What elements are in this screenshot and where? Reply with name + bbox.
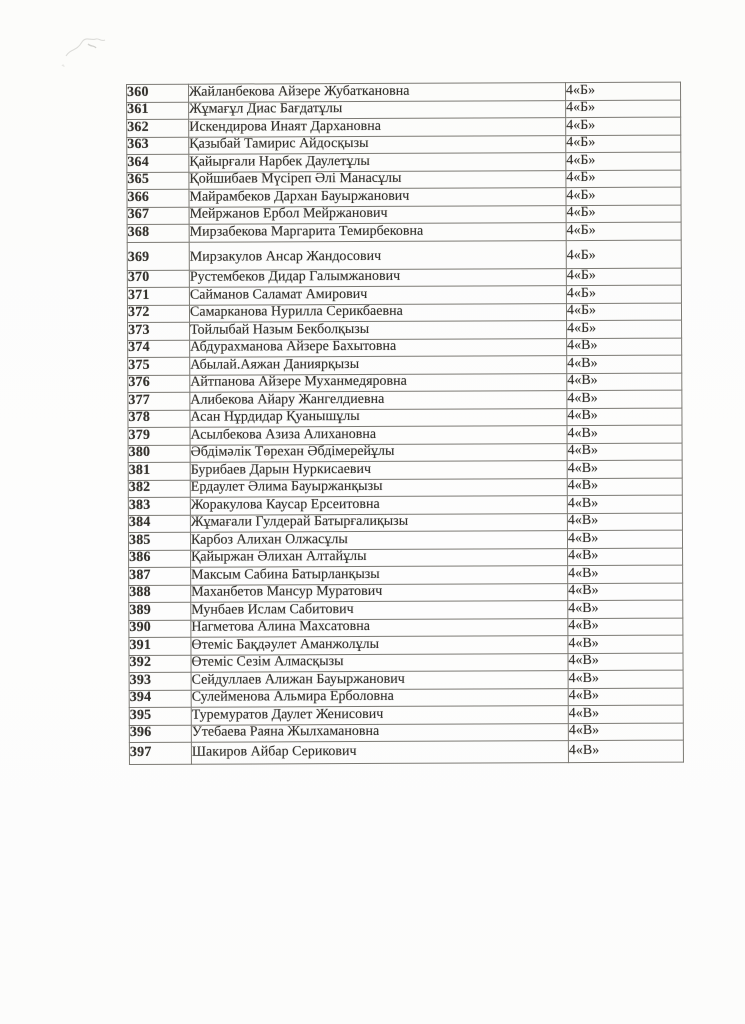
class-label-cell: 4«Б»: [566, 268, 681, 286]
row-number-cell: 389: [129, 602, 191, 620]
class-label-cell: 4«В»: [568, 670, 683, 688]
row-number-cell: 365: [127, 172, 189, 190]
row-number-cell: 379: [128, 427, 190, 445]
row-number-cell: 391: [129, 637, 191, 655]
row-number-cell: 390: [129, 620, 191, 638]
class-label-cell: 4«В»: [568, 583, 683, 601]
student-name-cell: Сейдуллаев Алижан Бауыржанович: [191, 671, 568, 690]
student-name-cell: Майрамбеков Дархан Бауыржанович: [189, 188, 566, 207]
student-name-cell: Самарканова Нурилла Серикбаевна: [189, 303, 566, 322]
row-number-cell: 360: [127, 84, 189, 102]
row-number-cell: 376: [128, 375, 190, 393]
row-number-cell: 368: [127, 224, 189, 242]
table-row: [129, 740, 683, 764]
student-name-cell: Туремуратов Даулет Женисович: [191, 706, 568, 725]
table-row: [127, 240, 681, 270]
class-label-cell: 4«Б»: [567, 320, 682, 338]
student-name-cell: Максым Сабина Батырланқызы: [191, 566, 568, 585]
student-name-cell: Нагметова Алина Махсатовна: [191, 618, 568, 637]
student-name-cell: Асан Нұрдидар Қуанышұлы: [190, 408, 567, 427]
student-name-cell: Сулейменова Альмира Ерболовна: [191, 688, 568, 707]
row-number-cell: 364: [127, 154, 189, 172]
row-number-cell: 394: [129, 690, 191, 708]
row-number-cell: 366: [127, 189, 189, 207]
student-name-cell: Жұмағали Гулдерай Батырғалиқызы: [190, 513, 567, 532]
class-label-cell: 4«Б»: [566, 303, 681, 321]
student-name-cell: Өтеміс Бақдәулет Аманжолұлы: [191, 636, 568, 655]
row-number-cell: 377: [128, 392, 190, 410]
row-number-cell: 388: [129, 585, 191, 603]
pencil-scribble-mark: [58, 26, 128, 74]
student-name-cell: Мунбаев Ислам Сабитович: [191, 601, 568, 620]
student-name-cell: Мейржанов Ербол Мейржанович: [189, 205, 566, 224]
class-label-cell: 4«В»: [567, 460, 682, 478]
row-number-cell: 392: [129, 655, 191, 673]
student-name-cell: Өтеміс Сезім Алмасқызы: [191, 653, 568, 672]
class-label-cell: 4«Б»: [566, 205, 681, 223]
student-name-cell: Әбдімәлік Төрехан Әбдімерейұлы: [190, 443, 567, 462]
row-number-cell: 361: [127, 102, 189, 120]
row-number-cell: 370: [127, 270, 189, 288]
row-number-cell: 382: [128, 480, 190, 498]
student-name-cell: Маханбетов Мансур Муратович: [191, 583, 568, 602]
student-roster-body: [127, 82, 684, 764]
class-label-cell: 4«Б»: [566, 117, 681, 135]
student-name-cell: Рустембеков Дидар Галымжанович: [189, 268, 566, 287]
row-number-cell: 363: [127, 137, 189, 155]
class-label-cell: 4«В»: [567, 495, 682, 513]
class-label-cell: 4«В»: [568, 688, 683, 706]
row-number-cell: 375: [128, 357, 190, 375]
row-number-cell: 386: [129, 550, 191, 568]
student-name-cell: Искендирова Инаят Дархановна: [189, 118, 566, 137]
student-name-cell: Қайыржан Әлихан Алтайұлы: [191, 548, 568, 567]
student-name-cell: Абдурахманова Айзере Бахытовна: [190, 338, 567, 357]
student-name-cell: Жоракулова Каусар Ерсеитовна: [190, 496, 567, 515]
row-number-cell: 385: [128, 532, 190, 550]
student-name-cell: Алибекова Айару Жангелдиевна: [190, 391, 567, 410]
class-label-cell: 4«В»: [567, 425, 682, 443]
class-label-cell: 4«В»: [567, 338, 682, 356]
class-label-cell: 4«Б»: [566, 135, 681, 153]
row-number-cell: 395: [129, 707, 191, 725]
class-label-cell: 4«В»: [568, 740, 683, 763]
row-number-cell: 369: [127, 242, 189, 270]
class-label-cell: 4«В»: [567, 478, 682, 496]
class-label-cell: 4«Б»: [566, 222, 681, 240]
student-name-cell: Айтпанова Айзере Муханмедяровна: [190, 373, 567, 392]
class-label-cell: 4«В»: [568, 548, 683, 566]
class-label-cell: 4«В»: [567, 530, 682, 548]
student-name-cell: Абылай.Аяжан Даниярқызы: [190, 356, 567, 375]
class-label-cell: 4«Б»: [566, 240, 681, 269]
class-label-cell: 4«В»: [568, 565, 683, 583]
row-number-cell: 383: [128, 497, 190, 515]
class-label-cell: 4«Б»: [566, 187, 681, 205]
student-name-cell: Қайырғали Нарбек Даулетұлы: [189, 153, 566, 172]
row-number-cell: 378: [128, 410, 190, 428]
student-name-cell: Сайманов Саламат Амирович: [189, 286, 566, 305]
row-number-cell: 374: [128, 340, 190, 358]
class-label-cell: 4«Б»: [566, 170, 681, 188]
class-label-cell: 4«В»: [568, 705, 683, 723]
student-name-cell: Утебаева Раяна Жылхамановна: [191, 723, 568, 742]
row-number-cell: 380: [128, 445, 190, 463]
row-number-cell: 367: [127, 207, 189, 225]
class-label-cell: 4«В»: [567, 355, 682, 373]
class-label-cell: 4«В»: [567, 408, 682, 426]
row-number-cell: 393: [129, 672, 191, 690]
student-name-cell: Шакиров Айбар Серикович: [191, 741, 568, 765]
student-name-cell: Мирзакулов Ансар Жандосович: [189, 240, 566, 270]
row-number-cell: 372: [127, 305, 189, 323]
class-label-cell: 4«Б»: [565, 82, 680, 100]
student-name-cell: Ердаулет Әлима Бауыржанқызы: [190, 478, 567, 497]
student-roster-table: [126, 82, 684, 765]
student-name-cell: Тойлыбай Назым Бекболқызы: [190, 321, 567, 340]
class-label-cell: 4«В»: [567, 373, 682, 391]
student-name-cell: Жайланбекова Айзере Жубаткановна: [189, 83, 566, 102]
row-number-cell: 396: [129, 725, 191, 743]
row-number-cell: 373: [128, 322, 190, 340]
class-label-cell: 4«В»: [568, 618, 683, 636]
class-label-cell: 4«Б»: [566, 152, 681, 170]
student-name-cell: Қойшибаев Мүсіреп Әлі Манасұлы: [189, 170, 566, 189]
class-label-cell: 4«В»: [567, 513, 682, 531]
row-number-cell: 397: [129, 742, 191, 764]
class-label-cell: 4«Б»: [566, 100, 681, 118]
class-label-cell: 4«Б»: [566, 285, 681, 303]
class-label-cell: 4«В»: [568, 653, 683, 671]
student-name-cell: Қазыбай Тамирис Айдосқызы: [189, 135, 566, 154]
row-number-cell: 381: [128, 462, 190, 480]
student-name-cell: Мирзабекова Маргарита Темирбековна: [189, 223, 566, 242]
class-label-cell: 4«В»: [567, 390, 682, 408]
row-number-cell: 387: [129, 567, 191, 585]
student-name-cell: Асылбекова Азиза Алихановна: [190, 426, 567, 445]
row-number-cell: 371: [127, 287, 189, 305]
class-label-cell: 4«В»: [568, 600, 683, 618]
student-name-cell: Жұмағұл Диас Бағдатұлы: [189, 100, 566, 119]
row-number-cell: 362: [127, 119, 189, 137]
student-name-cell: Бурибаев Дарын Нуркисаевич: [190, 461, 567, 480]
class-label-cell: 4«В»: [568, 635, 683, 653]
student-name-cell: Карбоз Алихан Олжасұлы: [190, 531, 567, 550]
row-number-cell: 384: [128, 515, 190, 533]
class-label-cell: 4«В»: [568, 723, 683, 741]
class-label-cell: 4«В»: [567, 443, 682, 461]
